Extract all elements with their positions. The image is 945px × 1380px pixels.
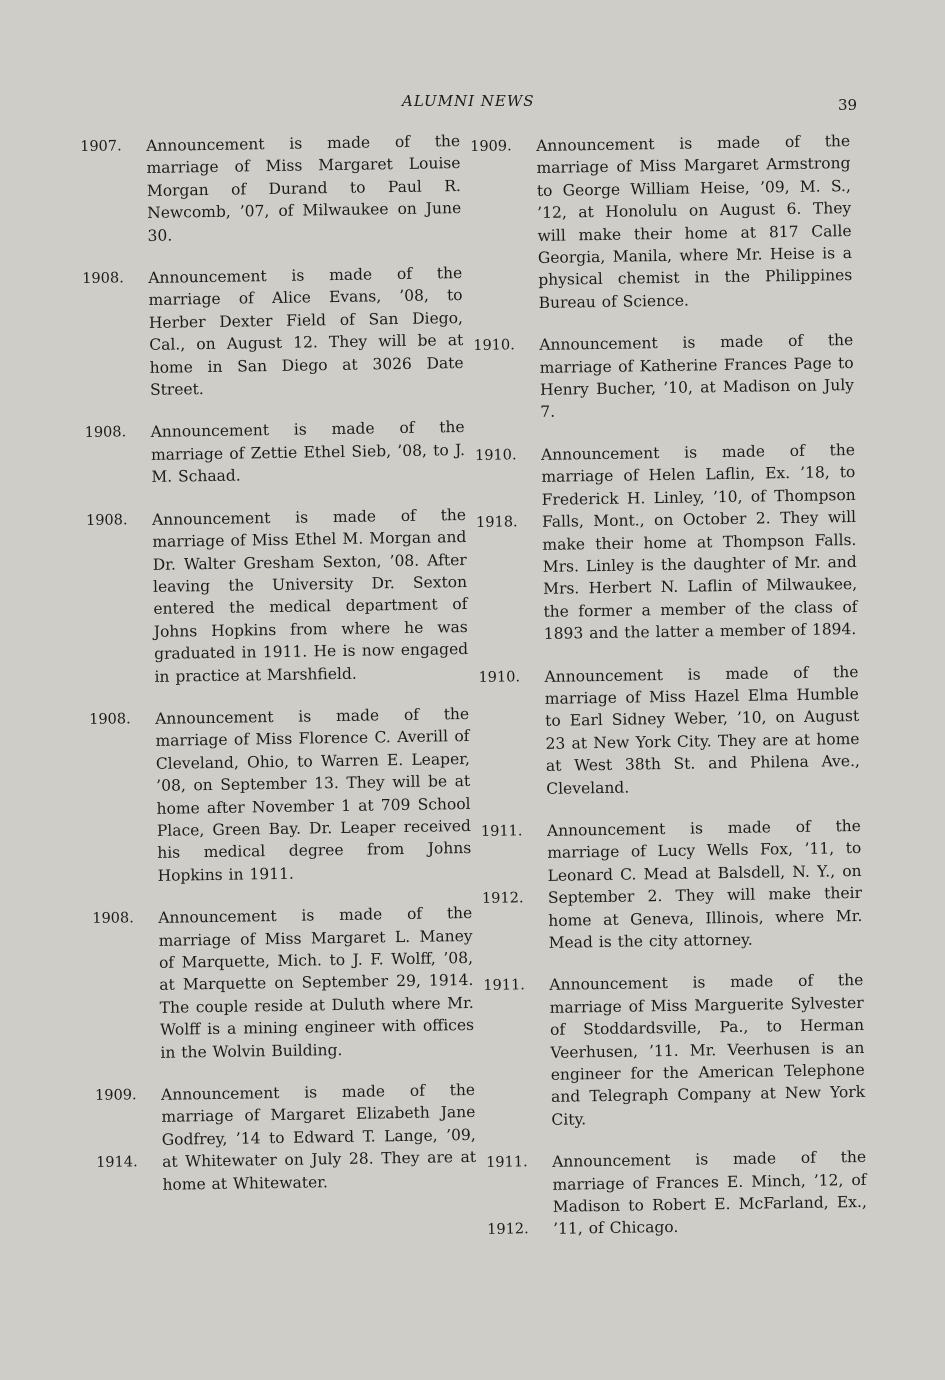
announcement-text: Announcement is made of the marriage of Miss Marguerite Sylvester of Stoddardsville, Pa., to Herman Veerhusen, ’11. Mr. Veerhusen is an engineer for the American Telephone and Telegraph Company at New York City. <box>549 971 866 1129</box>
announcement-entry <box>486 1146 867 1242</box>
class-years <box>478 665 544 688</box>
class-year: 1911. <box>483 977 525 995</box>
announcement-entry <box>86 504 469 689</box>
running-title: ALUMNI NEWS <box>402 92 535 110</box>
announcement-entry <box>95 1079 477 1197</box>
class-years <box>481 820 548 911</box>
announcement-entry <box>84 416 465 489</box>
left-column <box>80 130 477 1217</box>
announcement-text: Announcement is made of the marriage of Alice Evans, ’08, to Herber Dexter Field of San Diego, Cal., on August 12. They will be at home in San Diego at 3026 Date Street. <box>148 264 464 399</box>
announcement-text: Announcement is made of the marriage of Miss Florence C. Averill of Cleveland, Ohio, to Warren E. Leaper, ’08, on September 13. They will be at home after November 1 at 709 School Place, Green Bay. Dr. Leaper received his medical degree from Johns Hopkins in 1911. <box>155 704 472 885</box>
announcement-text: Announcement is made of the marriage of Miss Margaret Armstrong to George William Heise, ’09, M. S., ’12, at Honolulu on August 6. They will make their home at 817 Calle Georgia, Manila, where Mr. Heise is a physical chemist in the Philippines Bureau of Science. <box>536 132 853 312</box>
page-header <box>0 92 945 116</box>
announcement-entry <box>475 439 858 647</box>
announcement-entry <box>483 969 865 1132</box>
class-year: 1908. <box>89 711 131 728</box>
announcement-text: Announcement is made of the marriage of Miss Ethel M. Morgan and Dr. Walter Gresham Sexton, ’08. After leaving the University Dr. Sexton entered the medical department of Johns Hopkins from where he was graduated in 1911. He is now engaged in practice at Marshfield. <box>151 505 469 686</box>
announcement-text: Announcement is made of the marriage of Zettie Ethel Sieb, ’08, to J. M. Schaad. <box>150 418 466 487</box>
class-year: 1907. <box>80 138 122 155</box>
class-year: 1912. <box>481 890 524 908</box>
announcement-entry <box>82 262 464 402</box>
right-column <box>470 130 868 1262</box>
class-year: 1908. <box>82 270 124 288</box>
announcement-entry <box>481 815 863 955</box>
announcement-text: Announcement is made of the marriage of Margaret Elizabeth Jane Godfrey, ’14 to Edward T. Lange, ’09, at Whitewater on July 28. They are at home at Whitewater. <box>160 1080 477 1194</box>
announcement-entry <box>470 130 853 315</box>
announcement-text: Announcement is made of the marriage of Miss Hazel Elma Humble to Earl Sidney Weber, ’10, on August 23 at New York City. They are at home at West 38th St. and Philena Ave., Cleveland. <box>544 662 861 798</box>
class-year: 1910. <box>473 337 515 355</box>
class-years <box>89 708 155 731</box>
page-number: 39 <box>838 96 858 114</box>
class-year: 1909. <box>470 138 512 155</box>
class-year: 1912. <box>487 1221 529 1239</box>
announcement-text: Announcement is made of the marriage of Miss Margaret L. Maney of Marquette, Mich. to J. F. Wolff, ’08, at Marquette on September 29, 1914. The couple reside at Duluth where Mr. Wolff is a mining engineer with offices in the Wolvin Building. <box>158 904 475 1062</box>
class-years <box>80 135 146 158</box>
announcement-text: Announcement is made of the marriage of Frances E. Minch, ’12, of Madison to Robert E. McFarland, Ex., ’11, of Chicago. <box>551 1148 867 1239</box>
announcement-text: Announcement is made of the marriage of Helen Laflin, Ex. ’18, to Frederick H. Linley, ’10, of Thompson Falls, Mont., on October 2. They will make their home at Thompson Falls. Mrs. Linley is the daughter of Mr. and Mrs. Herbert N. Laflin of Milwaukee, the former a member of the class of 1893 and the latter a member of 1894. <box>540 440 858 644</box>
class-year: 1918. <box>475 514 518 532</box>
class-years <box>86 509 152 532</box>
class-years <box>82 267 148 290</box>
class-years <box>84 421 150 444</box>
class-year: 1908. <box>85 511 128 529</box>
announcement-entry <box>478 660 860 800</box>
class-years <box>470 135 536 158</box>
class-years <box>92 907 158 930</box>
class-years <box>483 974 549 997</box>
announcement-entry <box>89 703 472 888</box>
announcement-entry <box>92 902 474 1065</box>
class-year: 1910. <box>478 668 521 686</box>
announcement-text: Announcement is made of the marriage of Miss Margaret Louise Morgan of Durand to Paul R. Newcomb, ’07, of Milwaukee on June 30. <box>146 132 462 245</box>
class-years <box>95 1084 162 1175</box>
announcement-text: Announcement is made of the marriage of Lucy Wells Fox, ’11, to Leonard C. Mead at Balsdell, N. Y., on September 2. They will make their home at Geneva, Illinois, where Mr. Mead is the city attorney. <box>546 816 863 952</box>
class-year: 1914. <box>96 1154 138 1172</box>
class-year: 1909. <box>94 1087 137 1104</box>
class-year: 1911. <box>480 823 523 840</box>
class-year: 1908. <box>92 910 134 928</box>
announcement-entry <box>473 329 854 425</box>
class-years <box>473 334 539 357</box>
announcement-entry <box>80 130 462 248</box>
class-years <box>475 444 542 535</box>
class-year: 1910. <box>474 447 517 464</box>
class-year: 1908. <box>84 424 127 442</box>
class-year: 1911. <box>486 1154 528 1172</box>
class-years <box>486 1151 553 1242</box>
announcement-text: Announcement is made of the marriage of Katherine Frances Page to Henry Bucher, ’10, at Madison on July 7. <box>539 331 855 422</box>
